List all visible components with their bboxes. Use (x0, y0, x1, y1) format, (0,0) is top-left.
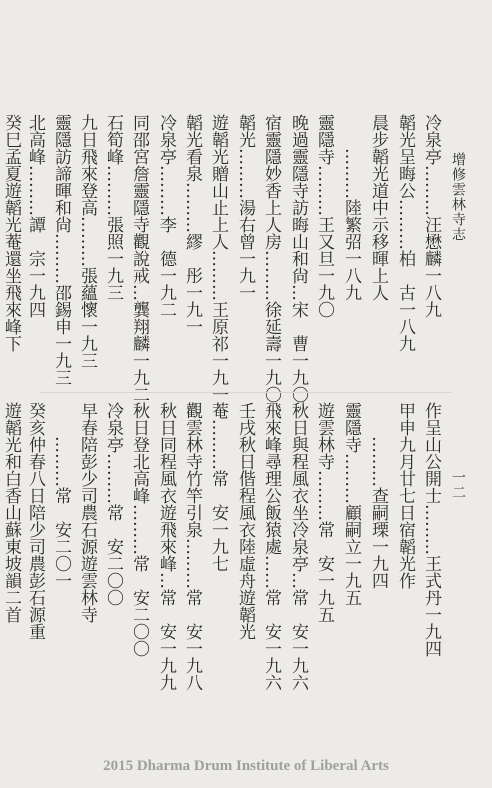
toc-line: 晚過靈隱寺訪晦山和尙…宋 曹一九〇 (288, 114, 308, 403)
toc-line: 冷泉亭………汪懋麟一八九 (421, 114, 441, 318)
toc-line: 石筍峰………張照一九三 (103, 114, 123, 301)
toc-line: 冷泉亭………常 安二〇〇 (103, 402, 123, 606)
toc-line: 宿靈隱妙香上人房………徐延壽一九〇 (261, 114, 281, 403)
page-number: 一二 (450, 470, 466, 500)
toc-line: 晨步韜光道中示移暉上人 (368, 114, 388, 301)
toc-line: 冷泉亭………李 德一九二 (156, 114, 176, 318)
toc-line: 靈隱寺………顧嗣立一九五 (341, 402, 361, 606)
toc-line: 作呈山公開士………王式丹一九四 (421, 402, 441, 657)
watermark-text: 2015 Dharma Drum Institute of Liberal Arts (103, 758, 389, 774)
toc-line: 遊雲林寺………常 安一九五 (314, 402, 334, 623)
toc-line: 飛來峰尋理公飯猿處……常 安一九六 (261, 402, 281, 691)
toc-line: ………查嗣瑮一九四 (368, 436, 388, 589)
toc-line: 同邵宮詹靈隱寺觀說戒…龔翔麟一九二 (129, 114, 149, 403)
toc-line: 癸亥仲春八日陪少司農彭石源重 (25, 402, 45, 640)
toc-line: 韜光看泉………繆 彤一九一 (182, 114, 202, 335)
toc-line: 九日飛來登高………張蘊懷一九三 (77, 114, 97, 369)
toc-line: 靈隱寺………王又旦一九〇 (314, 114, 334, 318)
toc-line: 北高峰………譚 宗一九四 (25, 114, 45, 318)
toc-line: ………陸繁弨一八九 (341, 148, 361, 301)
toc-line: 秋日同程風衣遊飛來峰…常 安一九九 (156, 402, 176, 691)
toc-line: 菴………常 安一九七 (208, 402, 228, 572)
toc-line: 秋日與程風衣坐冷泉亭…常 安一九六 (288, 402, 308, 691)
toc-line: 靈隱訪諦暉和尙………邵錫申一九三 (51, 114, 71, 386)
book-title-header: 增修雲林寺志 (450, 152, 466, 242)
toc-line: 甲申九月廿七日宿韜光作 (395, 402, 415, 589)
toc-line: 觀雲林寺竹竿引泉………常 安一九八 (182, 402, 202, 691)
toc-line: 秋日登北高峰………常 安二〇〇 (129, 402, 149, 657)
toc-line: 早春陪彭少司農石源遊雲林寺 (77, 402, 97, 623)
toc-line: 韜光呈晦公………柏 古一八九 (395, 114, 415, 352)
page-divider (40, 392, 452, 393)
toc-line: 癸巳孟夏遊韜光菴還坐飛來峰下 (1, 114, 21, 352)
toc-line: 韜光………湯右曾一九一 (235, 114, 255, 301)
toc-line: 遊韜光贈山止上人………王原祁一九一 (208, 114, 228, 403)
toc-line: ………常 安二〇一 (51, 436, 71, 589)
toc-line: 遊韜光和白香山蘇東坡韻二首 (1, 402, 21, 623)
toc-line: 壬戌秋日偕程風衣陸虛舟遊韜光 (235, 402, 255, 640)
